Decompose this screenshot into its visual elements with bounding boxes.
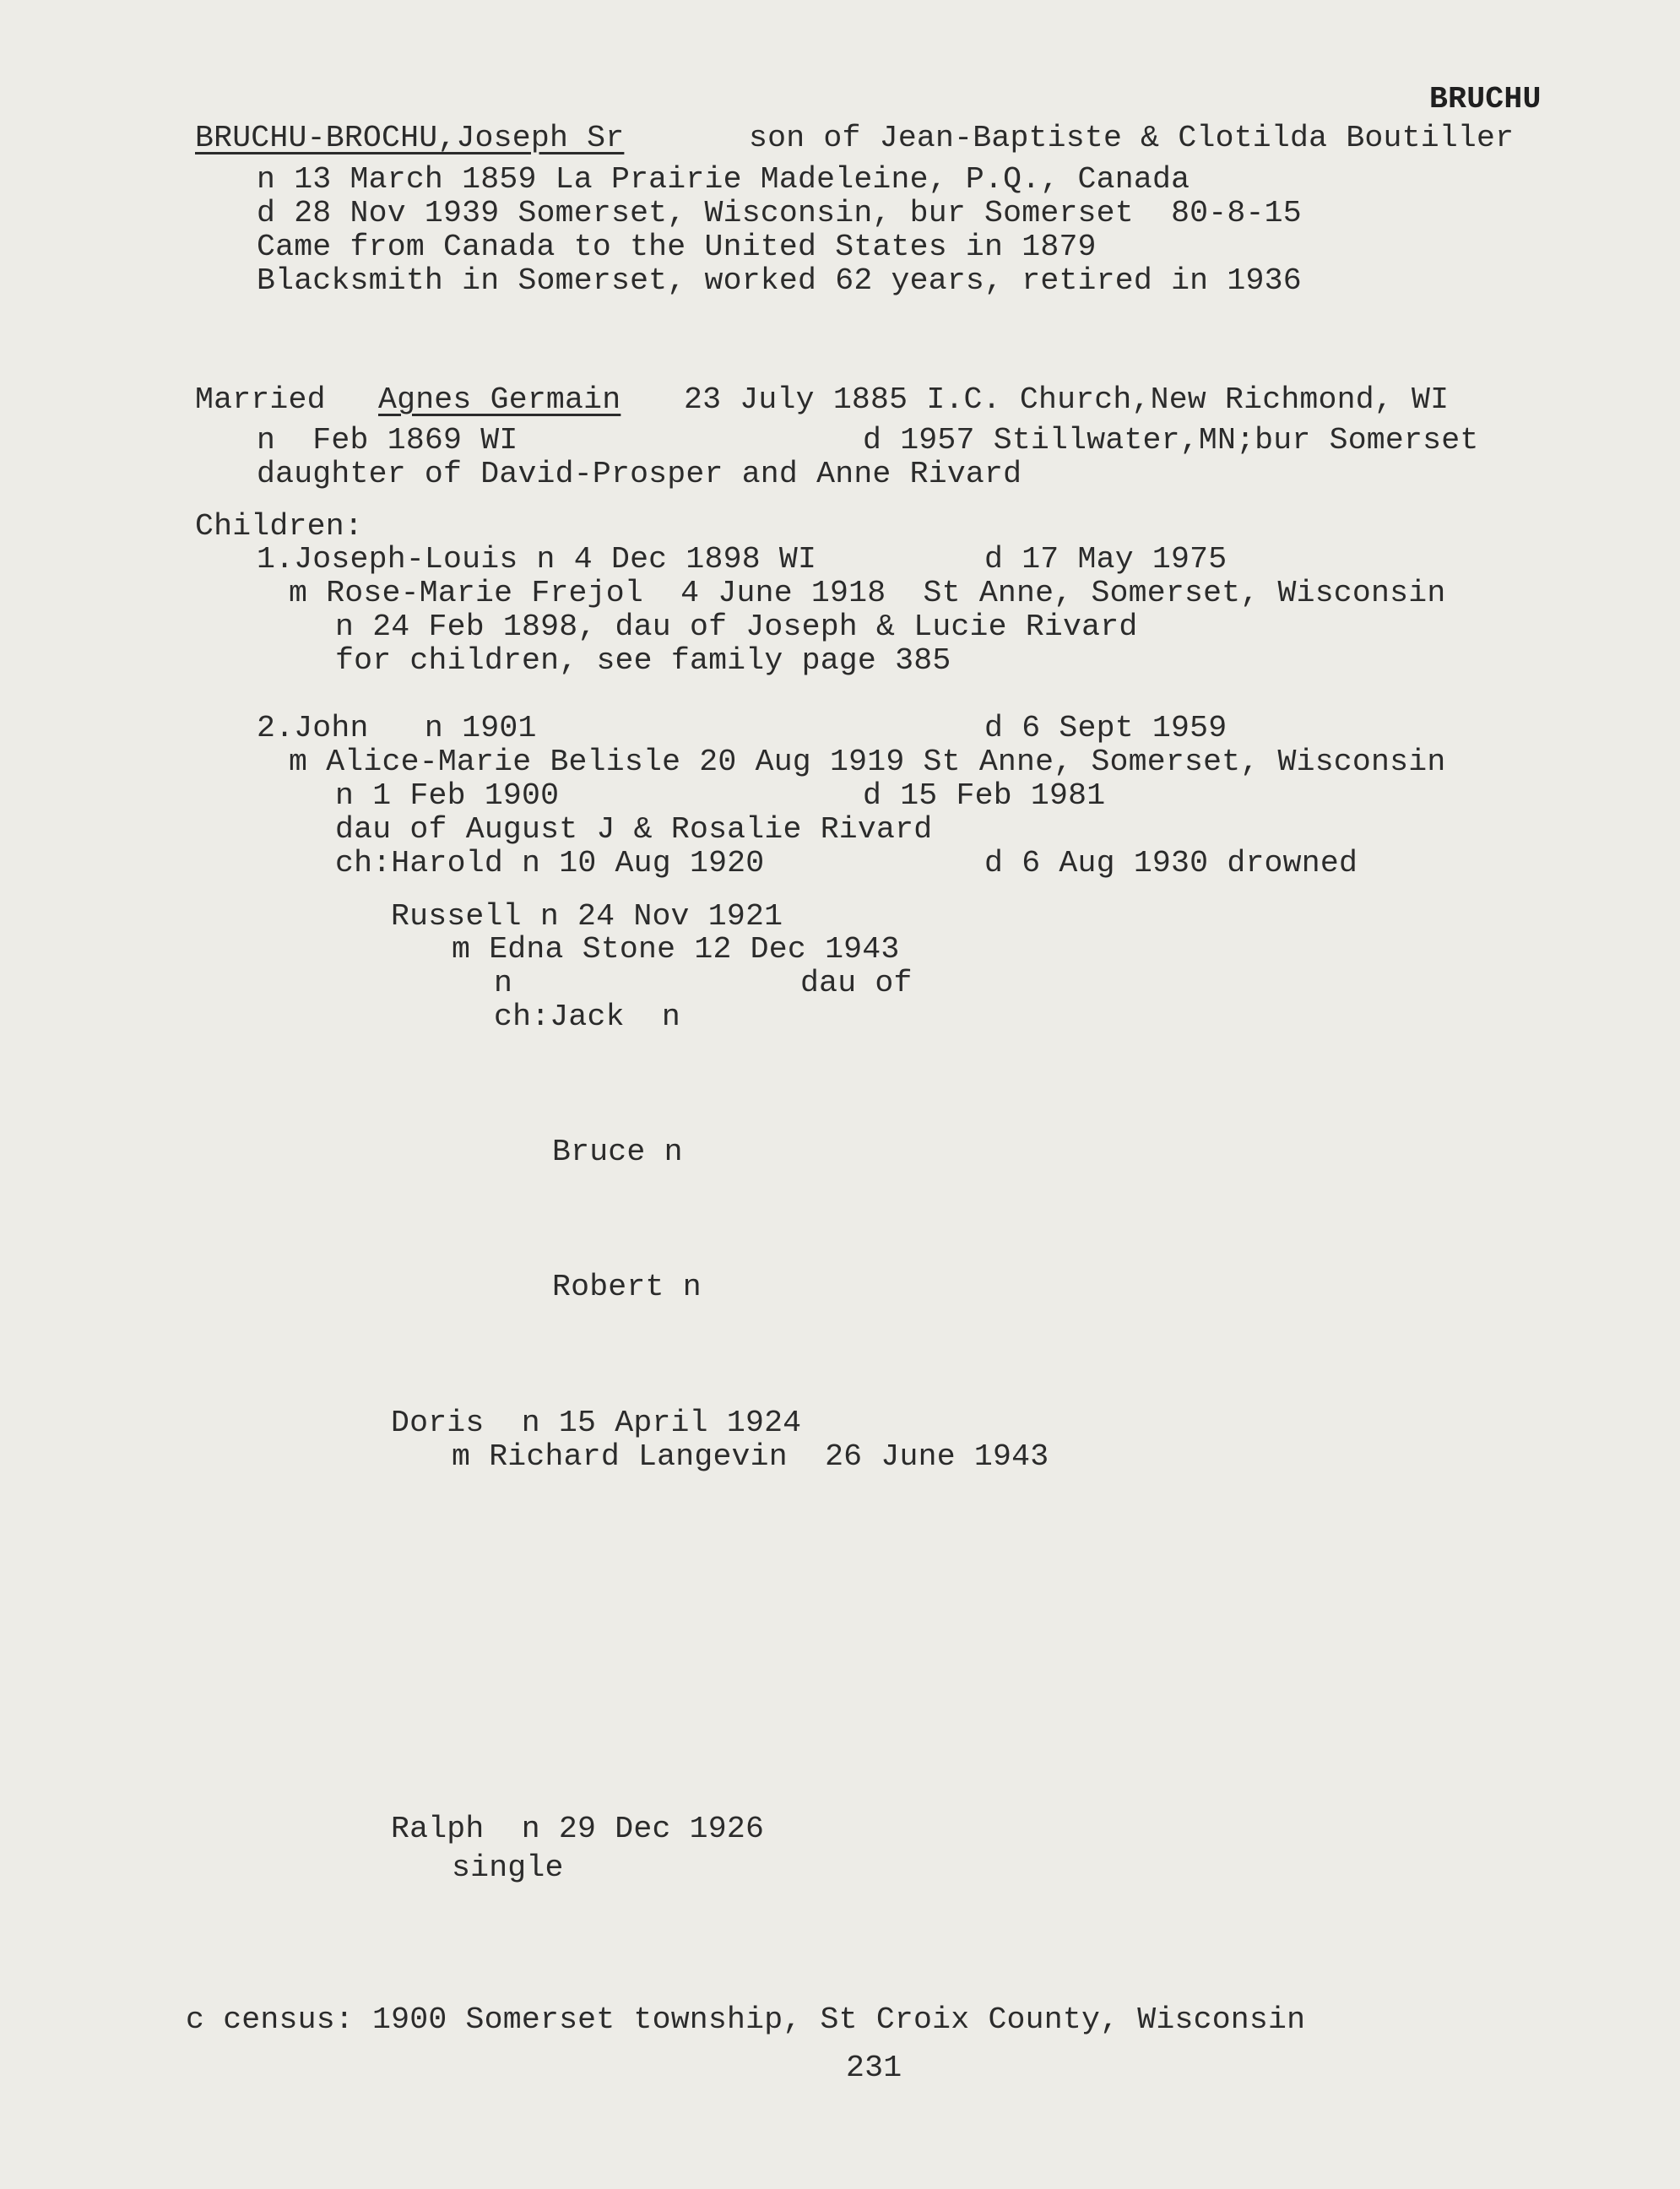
- russell-child-jack: ch:Jack n: [494, 1000, 681, 1034]
- grandchild-ralph: Ralph n 29 Dec 1926: [391, 1812, 765, 1846]
- children-heading: Children:: [195, 509, 363, 544]
- great-grandchild-bruce: Bruce n: [552, 1135, 683, 1169]
- great-grandchild-robert: Robert n: [552, 1270, 702, 1304]
- child-2-spouse-parents: dau of August J & Rosalie Rivard: [335, 812, 933, 847]
- head-immigration: Came from Canada to the United States in 1879: [257, 230, 1097, 264]
- marriage-details: 23 July 1885 I.C. Church,New Richmond, WI: [684, 382, 1450, 417]
- child-1-line: 1.Joseph-Louis n 4 Dec 1898 WI: [257, 542, 817, 577]
- head-died: d 28 Nov 1939 Somerset, Wisconsin, bur Somerset 80-8-15: [257, 196, 1302, 230]
- grandchild-harold: ch:Harold n 10 Aug 1920: [335, 846, 765, 880]
- spouse-parents: daughter of David-Prosper and Anne Rivard: [257, 457, 1022, 491]
- census-note: c census: 1900 Somerset township, St Croix County, Wisconsin: [186, 2002, 1306, 2037]
- grandchild-harold-death: d 6 Aug 1930 drowned: [984, 846, 1358, 880]
- child-1-marriage: m Rose-Marie Frejol 4 June 1918 St Anne, Somerset, Wisconsin: [289, 576, 1446, 610]
- head-born: n 13 March 1859 La Prairie Madeleine, P.Q., Canada: [257, 162, 1190, 197]
- child-2-death: d 6 Sept 1959: [984, 711, 1227, 745]
- child-1-death: d 17 May 1975: [984, 542, 1227, 577]
- grandchild-russell: Russell n 24 Nov 1921: [391, 899, 783, 934]
- russell-spouse-n: n: [494, 966, 513, 1000]
- child-2-marriage: m Alice-Marie Belisle 20 Aug 1919 St Anne, Somerset, Wisconsin: [289, 745, 1446, 779]
- child-2-spouse-died: d 15 Feb 1981: [863, 778, 1106, 813]
- child-2-spouse-born: n 1 Feb 1900: [335, 778, 560, 813]
- child-1-note: for children, see family page 385: [335, 643, 951, 678]
- spouse-name: Agnes Germain: [378, 382, 621, 417]
- russell-marriage: m Edna Stone 12 Dec 1943: [452, 932, 900, 967]
- grandchild-doris: Doris n 15 April 1924: [391, 1406, 802, 1440]
- spouse-died: d 1957 Stillwater,MN;bur Somerset: [863, 423, 1479, 458]
- head-name: BRUCHU-BROCHU,Joseph Sr: [195, 121, 625, 155]
- child-2-line: 2.John n 1901: [257, 711, 537, 745]
- head-parents: son of Jean-Baptiste & Clotilda Boutiller: [749, 121, 1515, 155]
- russell-spouse-dau: dau of: [800, 966, 913, 1000]
- surname-header: BRUCHU: [1429, 82, 1542, 116]
- spouse-born: n Feb 1869 WI: [257, 423, 518, 458]
- marriage-prefix: Married: [195, 382, 326, 417]
- doris-marriage: m Richard Langevin 26 June 1943: [452, 1439, 1049, 1474]
- ralph-status: single: [452, 1850, 564, 1885]
- head-occupation: Blacksmith in Somerset, worked 62 years, retired in 1936: [257, 263, 1302, 298]
- page-number: 231: [846, 2051, 902, 2085]
- child-1-spouse: n 24 Feb 1898, dau of Joseph & Lucie Rivard: [335, 610, 1138, 644]
